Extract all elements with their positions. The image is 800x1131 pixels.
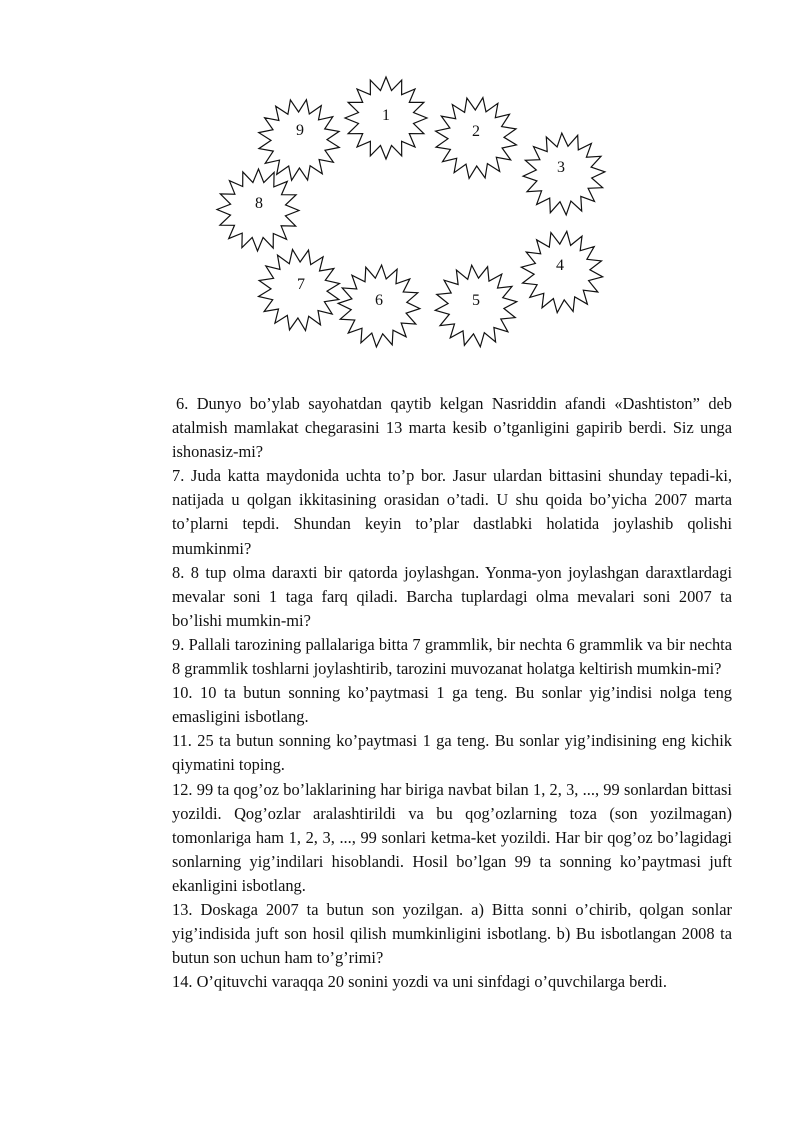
problem-10: 10. 10 ta butun sonning ko’paytmasi 1 ga teng. Bu sonlar yig’indisi nolga teng emasligini isbotlang. [172, 683, 732, 727]
problem-9: 9. Pallali tarozining pallalariga bitta 7 grammlik, bir nechta 6 grammlik va bir nechta 8 grammlik toshlarni joylashtirib, tarozini muvozanat holatga keltirish mumkin-mi? [172, 634, 732, 679]
gear-label-5: 5 [472, 292, 480, 309]
gear-label-3: 3 [557, 159, 565, 176]
problem-list [172, 392, 732, 994]
gear-label-2: 2 [472, 123, 480, 140]
problem-7: 7. Juda katta maydonida uchta to’p bor. Jasur ulardan bittasini shunday tepadi-ki, natijada u qolgan ikkitasining orasidan o’tadi. U shu qoida bo’yicha 2007 marta to’plarni tepdi. Shundan keyin to’plar dastlabki holatida joylashib qolishi mumkinmi? [172, 466, 732, 558]
gear-label-8: 8 [255, 195, 263, 212]
gear-label-9: 9 [296, 122, 304, 139]
gear-stars [217, 77, 605, 347]
gear-label-4: 4 [556, 257, 564, 274]
gear-chain-figure [0, 0, 800, 380]
problem-14: 14. O’qituvchi varaqqa 20 sonini yozdi va uni sinfdagi o’quvchilarga berdi. [172, 972, 667, 992]
problem-12: 12. 99 ta qog’oz bo’laklarining har biriga navbat bilan 1, 2, 3, ..., 99 sonlardan bittasi yozildi. Qog’ozlar aralashtirildi va bu qog’ozlarning toza (son yozilmagan) tomonlariga ham 1, 2, 3, ..., 99 sonlari ketma-ket yozildi. Har bir qog’oz bo’lagidagi sonlarning yig’indilari hisoblandi. Hosil bo’lgan 99 ta sonning ko’paytmasi juft ekanligini isbotlang. [172, 779, 732, 895]
gear-label-1: 1 [382, 107, 390, 124]
gear-star-9 [259, 100, 340, 181]
problem-6: 6. Dunyo bo’ylab sayohatdan qaytib kelgan Nasriddin afandi «Dashtiston” deb atalmish mamlakat chegarasini 13 marta kesib o’tganligini gapirib berdi. Siz unga ishonasiz-mi? [172, 394, 732, 462]
problem-13: 13. Doskaga 2007 ta butun son yozilgan. a) Bitta sonni o’chirib, qolgan sonlar yig’indisida juft son hosil qilish mumkinligini isbotlang. b) Bu isbotlangan 2008 ta butun son uchun ham to’g’rimi? [172, 899, 732, 968]
problem-11: 11. 25 ta butun sonning ko’paytmasi 1 ga teng. Bu sonlar yig’indisining eng kichik qiymatini toping. [172, 731, 732, 775]
gear-label-6: 6 [375, 292, 383, 309]
problem-8: 8. 8 tup olma daraxti bir qatorda joylashgan. Yonma-yon joylashgan daraxtlardagi mevalar soni 1 taga farq qiladi. Barcha tuplardagi olma mevalari soni 2007 ta bo’lishi mumkin-mi? [172, 562, 732, 630]
gear-label-7: 7 [297, 276, 305, 293]
